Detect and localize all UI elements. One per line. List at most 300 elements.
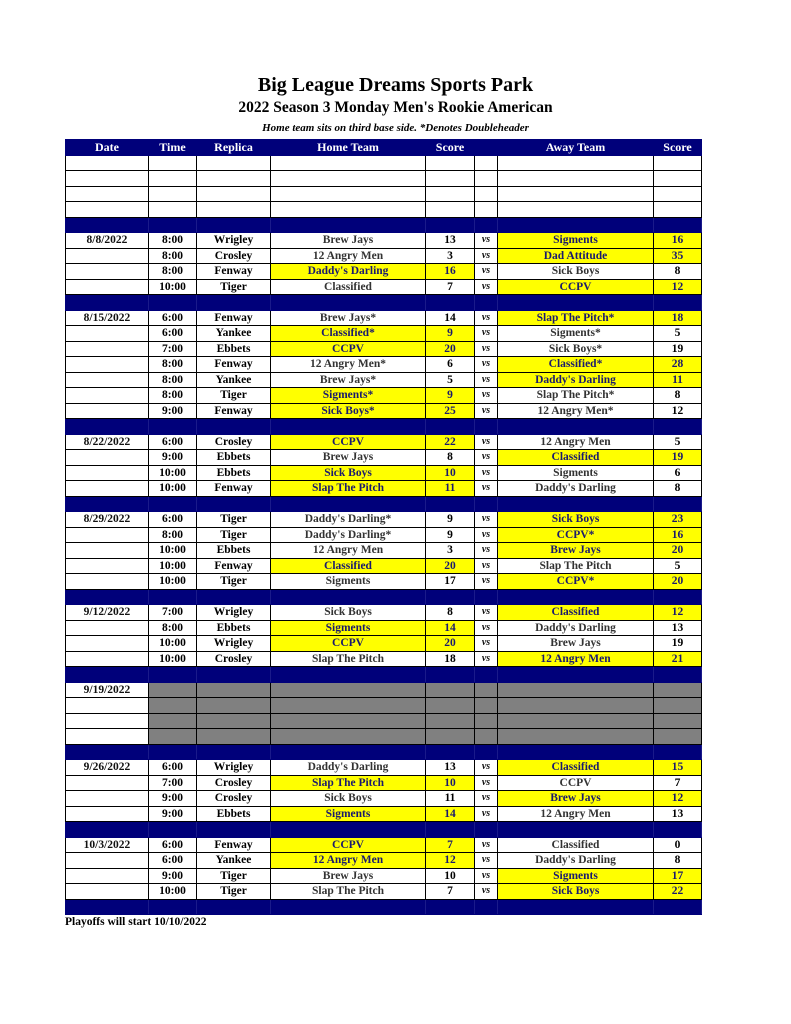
- game-row: [66, 512, 702, 528]
- game-row: [66, 760, 702, 776]
- game-time: 10:00: [149, 884, 197, 900]
- game-date: [66, 264, 149, 280]
- game-date: [66, 775, 149, 791]
- rainout-cell: [197, 682, 271, 698]
- blank-cell: [66, 186, 149, 202]
- game-date: [66, 806, 149, 822]
- home-score: 10: [426, 775, 475, 791]
- home-team: Slap The Pitch: [271, 481, 426, 497]
- blank-cell: [66, 171, 149, 187]
- game-row: [66, 543, 702, 559]
- home-score: 14: [426, 310, 475, 326]
- game-date: [66, 558, 149, 574]
- blank-row: [66, 171, 702, 187]
- away-team: Sigments: [498, 465, 654, 481]
- separator-cell: [475, 899, 498, 915]
- separator-cell: [66, 496, 149, 512]
- game-field: Fenway: [197, 310, 271, 326]
- game-row: [66, 620, 702, 636]
- schedule-table: [65, 139, 702, 915]
- game-time: 8:00: [149, 357, 197, 373]
- rainout-cell: [654, 713, 702, 729]
- game-row: [66, 434, 702, 450]
- rainout-row: [66, 682, 702, 698]
- separator-cell: [197, 822, 271, 838]
- blank-cell: [197, 186, 271, 202]
- game-field: Tiger: [197, 279, 271, 295]
- week-separator: [66, 899, 702, 915]
- separator-cell: [149, 899, 197, 915]
- vs-label: vs: [475, 434, 498, 450]
- separator-cell: [149, 217, 197, 233]
- home-score: 13: [426, 760, 475, 776]
- blank-cell: [426, 171, 475, 187]
- blank-cell: [475, 171, 498, 187]
- home-team: Sigments: [271, 806, 426, 822]
- away-team: Brew Jays: [498, 543, 654, 559]
- game-row: [66, 388, 702, 404]
- page-subtitle: 2022 Season 3 Monday Men's Rookie American: [238, 99, 553, 116]
- game-date: [66, 279, 149, 295]
- separator-cell: [426, 822, 475, 838]
- game-field: Crosley: [197, 791, 271, 807]
- rainout-cell: [475, 682, 498, 698]
- away-team: 12 Angry Men: [498, 434, 654, 450]
- home-score: 3: [426, 543, 475, 559]
- game-date: [66, 713, 149, 729]
- away-score: 20: [654, 543, 702, 559]
- game-time: 6:00: [149, 760, 197, 776]
- game-field: Tiger: [197, 574, 271, 590]
- home-score: 6: [426, 357, 475, 373]
- away-team: Sigments: [498, 233, 654, 249]
- game-field: Yankee: [197, 372, 271, 388]
- game-time: 8:00: [149, 388, 197, 404]
- blank-row: [66, 155, 702, 171]
- home-score: 13: [426, 233, 475, 249]
- separator-cell: [197, 217, 271, 233]
- home-team: CCPV: [271, 636, 426, 652]
- separator-cell: [475, 496, 498, 512]
- blank-cell: [197, 202, 271, 218]
- vs-label: vs: [475, 620, 498, 636]
- away-team: Slap The Pitch*: [498, 310, 654, 326]
- separator-cell: [149, 589, 197, 605]
- away-score: 5: [654, 434, 702, 450]
- game-field: Tiger: [197, 388, 271, 404]
- game-date: 10/3/2022: [66, 837, 149, 853]
- game-time: 6:00: [149, 512, 197, 528]
- game-row: [66, 481, 702, 497]
- game-time: 9:00: [149, 868, 197, 884]
- away-team: CCPV*: [498, 527, 654, 543]
- home-score: 7: [426, 837, 475, 853]
- game-date: [66, 698, 149, 714]
- game-date: [66, 372, 149, 388]
- game-date: 9/26/2022: [66, 760, 149, 776]
- home-team: Daddy's Darling: [271, 264, 426, 280]
- game-date: [66, 543, 149, 559]
- game-time: 6:00: [149, 310, 197, 326]
- game-time: 10:00: [149, 465, 197, 481]
- separator-cell: [271, 667, 426, 683]
- game-time: 10:00: [149, 279, 197, 295]
- col-time: Time: [149, 140, 197, 156]
- game-row: [66, 636, 702, 652]
- separator-cell: [197, 295, 271, 311]
- away-team: 12 Angry Men: [498, 806, 654, 822]
- game-time: 9:00: [149, 806, 197, 822]
- separator-cell: [149, 822, 197, 838]
- separator-cell: [498, 295, 654, 311]
- away-team: Daddy's Darling: [498, 481, 654, 497]
- separator-cell: [271, 295, 426, 311]
- game-field: Tiger: [197, 868, 271, 884]
- home-team: Sick Boys: [271, 465, 426, 481]
- home-score: 25: [426, 403, 475, 419]
- game-field: Fenway: [197, 403, 271, 419]
- game-time: 10:00: [149, 558, 197, 574]
- separator-cell: [475, 217, 498, 233]
- rainout-cell: [426, 682, 475, 698]
- home-team: Daddy's Darling*: [271, 512, 426, 528]
- blank-cell: [149, 171, 197, 187]
- home-team: Brew Jays*: [271, 372, 426, 388]
- away-score: 19: [654, 636, 702, 652]
- separator-cell: [475, 667, 498, 683]
- rainout-row: [66, 729, 702, 745]
- vs-label: vs: [475, 357, 498, 373]
- separator-cell: [197, 419, 271, 435]
- game-time: 9:00: [149, 791, 197, 807]
- game-time: 8:00: [149, 233, 197, 249]
- vs-label: vs: [475, 558, 498, 574]
- blank-cell: [498, 171, 654, 187]
- game-row: [66, 341, 702, 357]
- vs-label: vs: [475, 527, 498, 543]
- game-time: 10:00: [149, 636, 197, 652]
- away-score: 5: [654, 326, 702, 342]
- rainout-cell: [475, 713, 498, 729]
- game-date: [66, 791, 149, 807]
- vs-label: vs: [475, 574, 498, 590]
- game-time: 6:00: [149, 853, 197, 869]
- game-field: Yankee: [197, 853, 271, 869]
- away-team: 12 Angry Men*: [498, 403, 654, 419]
- separator-cell: [66, 744, 149, 760]
- col-vs: [475, 140, 498, 156]
- blank-cell: [426, 202, 475, 218]
- game-field: Fenway: [197, 837, 271, 853]
- home-score: 10: [426, 868, 475, 884]
- separator-cell: [475, 295, 498, 311]
- game-date: 9/12/2022: [66, 605, 149, 621]
- away-score: 28: [654, 357, 702, 373]
- home-team: Brew Jays*: [271, 310, 426, 326]
- rainout-cell: [654, 698, 702, 714]
- vs-label: vs: [475, 806, 498, 822]
- blank-cell: [654, 155, 702, 171]
- rainout-cell: [197, 713, 271, 729]
- rainout-row: [66, 698, 702, 714]
- away-score: 12: [654, 791, 702, 807]
- home-score: 10: [426, 465, 475, 481]
- game-row: [66, 651, 702, 667]
- away-score: 8: [654, 388, 702, 404]
- vs-label: vs: [475, 651, 498, 667]
- home-score: 20: [426, 636, 475, 652]
- game-time: 8:00: [149, 264, 197, 280]
- home-team: 12 Angry Men: [271, 248, 426, 264]
- game-time: 6:00: [149, 326, 197, 342]
- col-home-team: Home Team: [271, 140, 426, 156]
- game-time: 7:00: [149, 605, 197, 621]
- blank-cell: [197, 155, 271, 171]
- separator-cell: [654, 217, 702, 233]
- game-field: Fenway: [197, 264, 271, 280]
- game-date: 8/29/2022: [66, 512, 149, 528]
- week-separator: [66, 419, 702, 435]
- home-score: 12: [426, 853, 475, 869]
- game-date: [66, 651, 149, 667]
- footer-note: Playoffs will start 10/10/2022: [65, 916, 207, 928]
- schedule-note: Home team sits on third base side. *Denotes Doubleheader: [262, 122, 529, 134]
- home-score: 9: [426, 512, 475, 528]
- separator-cell: [654, 822, 702, 838]
- game-date: [66, 388, 149, 404]
- home-team: Classified*: [271, 326, 426, 342]
- home-score: 8: [426, 450, 475, 466]
- home-team: Classified: [271, 558, 426, 574]
- away-team: CCPV: [498, 775, 654, 791]
- separator-cell: [271, 899, 426, 915]
- home-score: 3: [426, 248, 475, 264]
- vs-label: vs: [475, 248, 498, 264]
- home-score: 16: [426, 264, 475, 280]
- blank-cell: [654, 171, 702, 187]
- away-team: Classified: [498, 760, 654, 776]
- blank-cell: [271, 202, 426, 218]
- blank-cell: [271, 155, 426, 171]
- separator-cell: [271, 496, 426, 512]
- away-score: 22: [654, 884, 702, 900]
- home-score: 18: [426, 651, 475, 667]
- home-team: Daddy's Darling: [271, 760, 426, 776]
- away-score: 12: [654, 605, 702, 621]
- game-time: 8:00: [149, 620, 197, 636]
- blank-cell: [498, 186, 654, 202]
- separator-cell: [654, 589, 702, 605]
- home-score: 11: [426, 481, 475, 497]
- rainout-cell: [197, 729, 271, 745]
- away-score: 8: [654, 853, 702, 869]
- home-score: 5: [426, 372, 475, 388]
- rainout-cell: [197, 698, 271, 714]
- game-row: [66, 853, 702, 869]
- game-date: [66, 636, 149, 652]
- home-team: Brew Jays: [271, 233, 426, 249]
- rainout-cell: [149, 682, 197, 698]
- home-score: 20: [426, 341, 475, 357]
- week-separator: [66, 667, 702, 683]
- home-team: Sick Boys: [271, 791, 426, 807]
- separator-cell: [426, 667, 475, 683]
- game-field: Crosley: [197, 434, 271, 450]
- separator-cell: [475, 419, 498, 435]
- game-field: Wrigley: [197, 760, 271, 776]
- separator-cell: [66, 419, 149, 435]
- home-team: Daddy's Darling*: [271, 527, 426, 543]
- home-score: 8: [426, 605, 475, 621]
- week-separator: [66, 496, 702, 512]
- rainout-cell: [271, 729, 426, 745]
- rainout-cell: [654, 729, 702, 745]
- game-row: [66, 248, 702, 264]
- away-score: 23: [654, 512, 702, 528]
- vs-label: vs: [475, 465, 498, 481]
- separator-cell: [498, 589, 654, 605]
- home-team: Sick Boys: [271, 605, 426, 621]
- away-score: 8: [654, 481, 702, 497]
- game-field: Tiger: [197, 527, 271, 543]
- game-row: [66, 233, 702, 249]
- home-score: 14: [426, 620, 475, 636]
- rainout-cell: [426, 713, 475, 729]
- game-field: Ebbets: [197, 341, 271, 357]
- rainout-cell: [498, 682, 654, 698]
- away-score: 12: [654, 279, 702, 295]
- game-row: [66, 605, 702, 621]
- rainout-cell: [426, 698, 475, 714]
- blank-cell: [426, 186, 475, 202]
- game-row: [66, 279, 702, 295]
- away-team: Sigments: [498, 868, 654, 884]
- vs-label: vs: [475, 868, 498, 884]
- week-separator: [66, 744, 702, 760]
- away-team: Sick Boys: [498, 512, 654, 528]
- rainout-cell: [654, 682, 702, 698]
- blank-cell: [475, 186, 498, 202]
- home-team: 12 Angry Men: [271, 543, 426, 559]
- game-row: [66, 465, 702, 481]
- home-team: Sigments: [271, 620, 426, 636]
- game-row: [66, 326, 702, 342]
- blank-cell: [149, 186, 197, 202]
- separator-cell: [654, 496, 702, 512]
- game-time: 10:00: [149, 651, 197, 667]
- blank-cell: [66, 202, 149, 218]
- separator-cell: [426, 899, 475, 915]
- game-date: [66, 527, 149, 543]
- blank-cell: [498, 202, 654, 218]
- game-time: 10:00: [149, 543, 197, 559]
- separator-cell: [197, 496, 271, 512]
- away-team: CCPV: [498, 279, 654, 295]
- away-team: Slap The Pitch: [498, 558, 654, 574]
- home-team: CCPV: [271, 341, 426, 357]
- home-team: CCPV: [271, 837, 426, 853]
- blank-cell: [271, 171, 426, 187]
- game-date: [66, 450, 149, 466]
- separator-cell: [426, 744, 475, 760]
- vs-label: vs: [475, 760, 498, 776]
- away-score: 12: [654, 403, 702, 419]
- game-field: Fenway: [197, 481, 271, 497]
- home-team: Classified: [271, 279, 426, 295]
- rainout-cell: [149, 713, 197, 729]
- game-date: [66, 465, 149, 481]
- rainout-cell: [149, 698, 197, 714]
- separator-cell: [498, 744, 654, 760]
- separator-cell: [149, 667, 197, 683]
- away-team: Brew Jays: [498, 791, 654, 807]
- rainout-cell: [475, 729, 498, 745]
- rainout-row: [66, 713, 702, 729]
- separator-cell: [149, 419, 197, 435]
- game-date: [66, 481, 149, 497]
- blank-cell: [149, 155, 197, 171]
- blank-cell: [654, 202, 702, 218]
- separator-cell: [426, 295, 475, 311]
- separator-cell: [498, 899, 654, 915]
- separator-cell: [498, 419, 654, 435]
- vs-label: vs: [475, 326, 498, 342]
- vs-label: vs: [475, 605, 498, 621]
- game-field: Ebbets: [197, 620, 271, 636]
- away-team: Sick Boys*: [498, 341, 654, 357]
- game-date: 8/8/2022: [66, 233, 149, 249]
- away-team: 12 Angry Men: [498, 651, 654, 667]
- away-team: Sick Boys: [498, 884, 654, 900]
- game-date: [66, 884, 149, 900]
- separator-cell: [654, 899, 702, 915]
- game-time: 9:00: [149, 450, 197, 466]
- separator-cell: [426, 589, 475, 605]
- game-date: [66, 403, 149, 419]
- vs-label: vs: [475, 791, 498, 807]
- away-score: 21: [654, 651, 702, 667]
- vs-label: vs: [475, 233, 498, 249]
- game-time: 10:00: [149, 574, 197, 590]
- vs-label: vs: [475, 481, 498, 497]
- separator-cell: [654, 744, 702, 760]
- game-date: 8/22/2022: [66, 434, 149, 450]
- home-score: 11: [426, 791, 475, 807]
- page-title: Big League Dreams Sports Park: [257, 74, 534, 96]
- separator-cell: [498, 667, 654, 683]
- game-field: Ebbets: [197, 806, 271, 822]
- home-score: 7: [426, 884, 475, 900]
- separator-cell: [426, 217, 475, 233]
- home-score: 9: [426, 388, 475, 404]
- separator-cell: [66, 822, 149, 838]
- away-team: CCPV*: [498, 574, 654, 590]
- week-separator: [66, 295, 702, 311]
- blank-cell: [426, 155, 475, 171]
- blank-cell: [475, 155, 498, 171]
- away-score: 19: [654, 341, 702, 357]
- separator-cell: [271, 744, 426, 760]
- col-home-score: Score: [426, 140, 475, 156]
- week-separator: [66, 589, 702, 605]
- game-row: [66, 527, 702, 543]
- vs-label: vs: [475, 372, 498, 388]
- rainout-cell: [149, 729, 197, 745]
- away-score: 16: [654, 233, 702, 249]
- vs-label: vs: [475, 279, 498, 295]
- home-team: 12 Angry Men: [271, 853, 426, 869]
- separator-cell: [271, 217, 426, 233]
